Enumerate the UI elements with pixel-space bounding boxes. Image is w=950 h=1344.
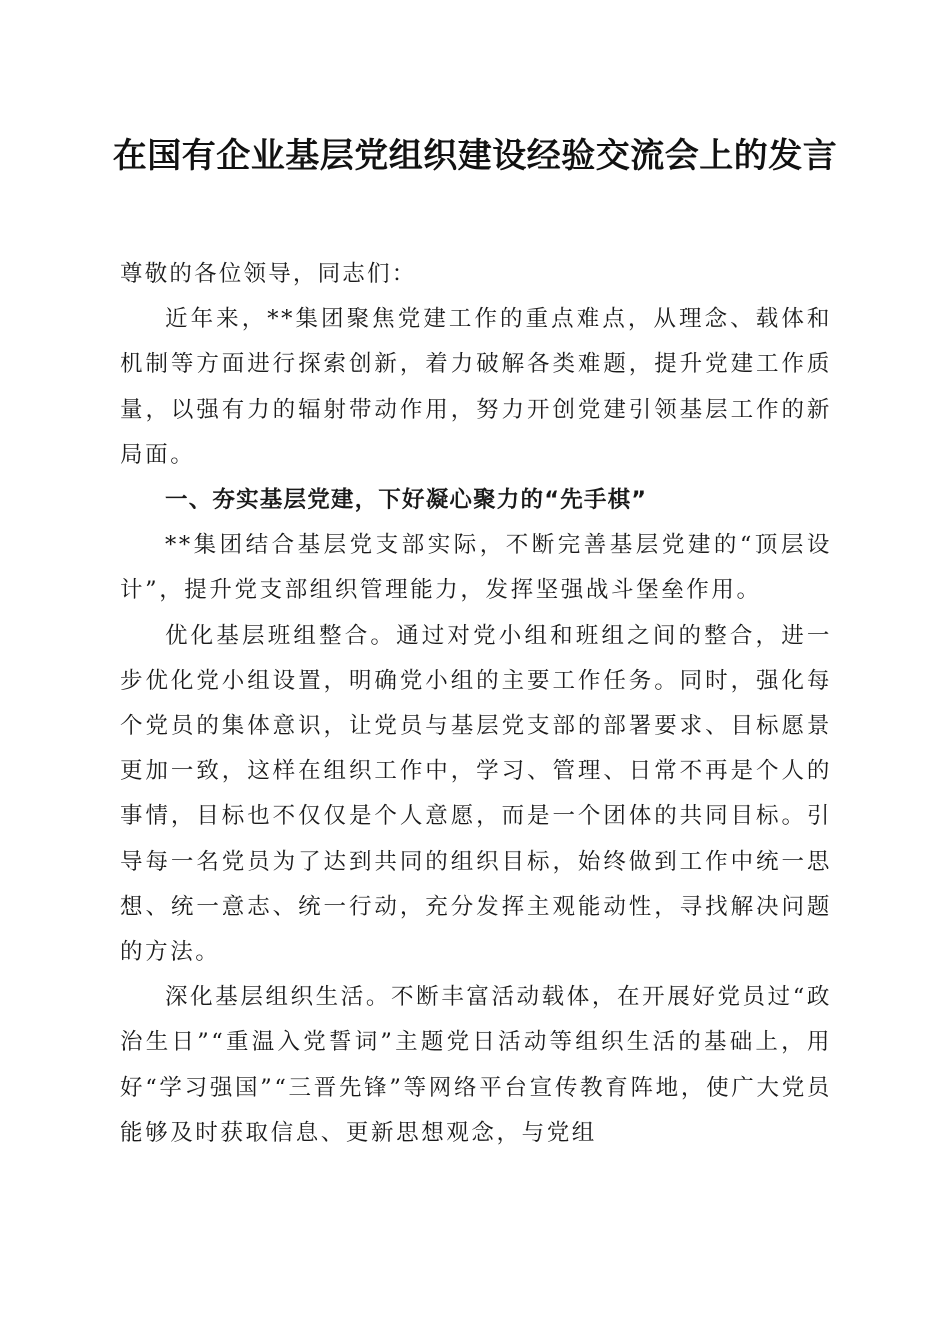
paragraph-deepen-org-life: 深化基层组织生活。不断丰富活动载体，在开展好党员过“政治生日”“重温入党誓词”主题党日活动等组织生活的基础上，用好“学习强国”“三晋先锋”等网络平台宣传教育阵地，使广大党员能够及时获取信息、更新思想观念，与党组 [120,984,832,1146]
document-body [120,252,832,1156]
section-heading-1: 一、夯实基层党建，下好凝心聚力的“先手棋” [165,487,648,514]
paragraph-intro: 近年来，**集团聚焦党建工作的重点难点，从理念、载体和机制等方面进行探索创新，着力破解各类难题，提升党建工作质量，以强有力的辐射带动作用，努力开创党建引领基层工作的新局面。 [120,306,832,468]
paragraph-optimize-teams: 优化基层班组整合。通过对党小组和班组之间的整合，进一步优化党小组设置，明确党小组的主要工作任务。同时，强化每个党员的集体意识，让党员与基层党支部的部署要求、目标愿景更加一致，这样在组织工作中，学习、管理、日常不再是个人的事情，目标也不仅仅是个人意愿，而是一个团体的共同目标。引导每一名党员为了达到共同的组织目标，始终做到工作中统一思想、统一意志、统一行动，充分发挥主观能动性，寻找解决问题的方法。 [120,622,832,966]
document-title: 在国有企业基层党组织建设经验交流会上的发言 [112,136,838,176]
paragraph-section-1-summary: **集团结合基层党支部实际，不断完善基层党建的“顶层设计”，提升党支部组织管理能力，发挥坚强战斗堡垒作用。 [120,532,832,604]
salutation: 尊敬的各位领导，同志们： [120,261,417,287]
